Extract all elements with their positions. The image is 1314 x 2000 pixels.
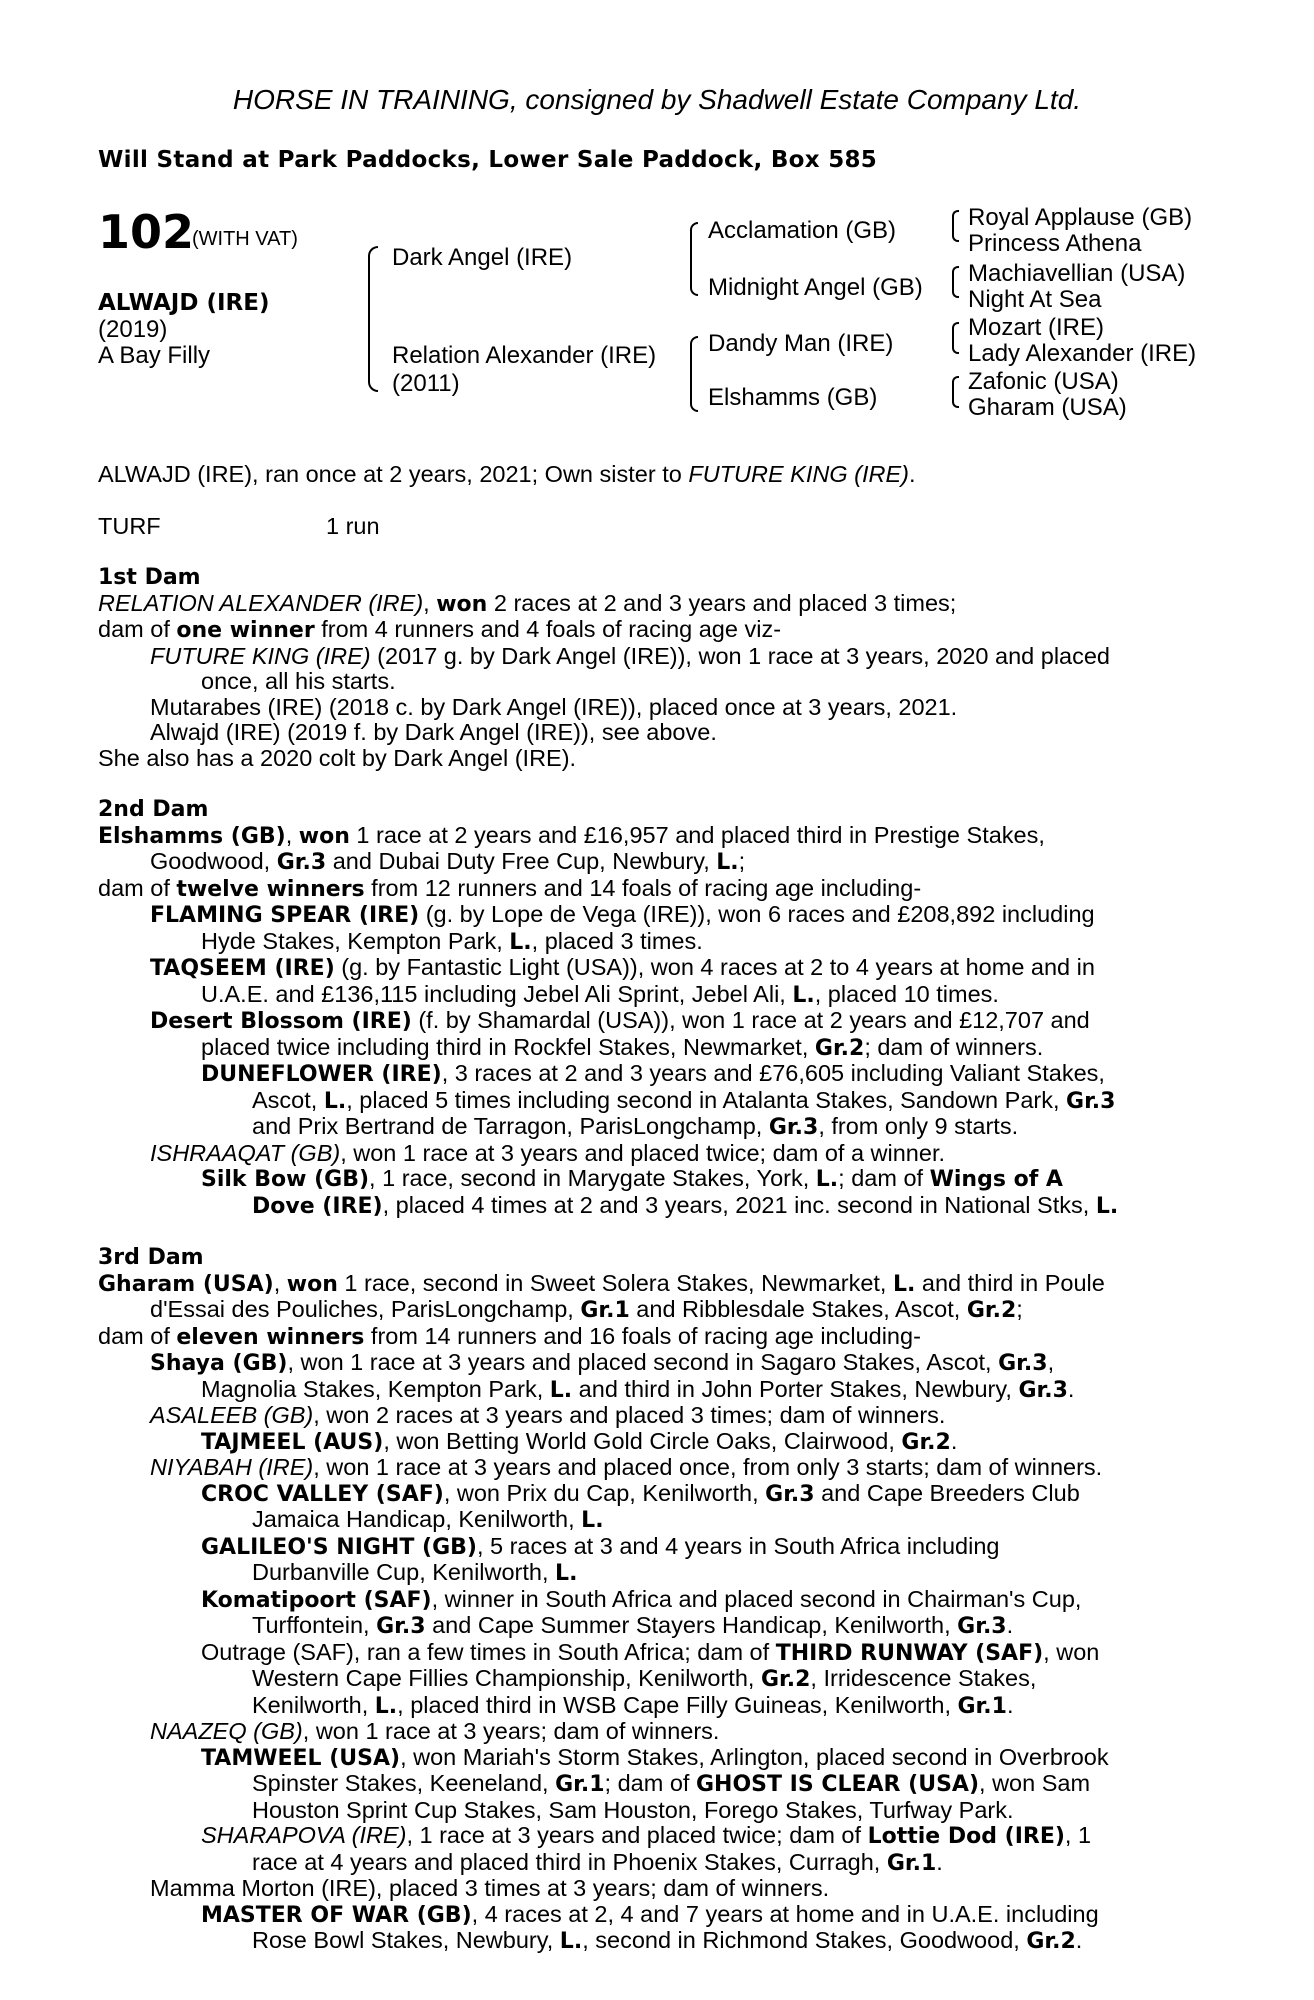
third-dam-line: Magnolia Stakes, Kempton Park, L. and third in John Porter Stakes, Newbury, Gr.3. bbox=[201, 1375, 1075, 1403]
second-dam-line: Silk Bow (GB), 1 race, second in Marygate Stakes, York, L.; dam of Wings of A bbox=[201, 1165, 1063, 1192]
third-dam-line: dam of eleven winners from 14 runners and 16 foals of racing age including- bbox=[98, 1322, 921, 1350]
stand-location: Will Stand at Park Paddocks, Lower Sale Paddock, Box 585 bbox=[98, 147, 878, 173]
third-dam-line: TAMWEEL (USA), won Mariah's Storm Stakes, Arlington, placed second in Overbrook bbox=[201, 1743, 1109, 1771]
lot-number: 102 bbox=[98, 205, 195, 259]
catalogue-body bbox=[98, 462, 1208, 1955]
second-dam-line: Elshamms (GB), won 1 race at 2 years and £16,957 and placed third in Prestige Stakes, bbox=[98, 821, 1045, 849]
second-dam-line: placed twice including third in Rockfel Stakes, Newmarket, Gr.2; dam of winners. bbox=[201, 1033, 1044, 1061]
pedigree-sire-dam: Midnight Angel (GB) bbox=[708, 274, 923, 301]
page-header-title: HORSE IN TRAINING, consigned by Shadwell Estate Company Ltd. bbox=[232, 84, 1082, 115]
third-dam-line: Western Cape Fillies Championship, Kenilworth, Gr.2, Irridescence Stakes, bbox=[252, 1665, 1037, 1692]
horse-description: A Bay Filly bbox=[98, 342, 211, 369]
third-dam-line: Turffontein, Gr.3 and Cape Summer Stayers Handicap, Kenilworth, Gr.3. bbox=[252, 1612, 1014, 1639]
vat-label: (WITH VAT) bbox=[192, 228, 298, 250]
second-dam-line: U.A.E. and £136,115 including Jebel Ali Sprint, Jebel Ali, L., placed 10 times. bbox=[201, 980, 999, 1008]
third-dam-line: Spinster Stakes, Keeneland, Gr.1; dam of GHOST IS CLEAR (USA), won Sam bbox=[252, 1770, 1091, 1797]
first-dam-line: once, all his starts. bbox=[201, 668, 396, 694]
third-dam-line: Mamma Morton (IRE), placed 3 times at 3 years; dam of winners. bbox=[150, 1875, 830, 1901]
third-dam-line: Rose Bowl Stakes, Newbury, L., second in Richmond Stakes, Goodwood, Gr.2. bbox=[252, 1927, 1083, 1954]
third-dam-line: SHARAPOVA (IRE), 1 race at 3 years and placed twice; dam of Lottie Dod (IRE), 1 bbox=[201, 1822, 1092, 1849]
pedigree-sire-sire: Acclamation (GB) bbox=[708, 217, 897, 244]
pedigree-brace-main bbox=[368, 246, 378, 392]
horse-name: ALWAJD (IRE) bbox=[98, 290, 270, 316]
summary-intro: ALWAJD (IRE), ran once at 2 years, 2021; Own sister to FUTURE KING (IRE). bbox=[98, 461, 916, 487]
pedigree-g2: Princess Athena bbox=[968, 230, 1142, 257]
third-dam-title: 3rd Dam bbox=[98, 1245, 204, 1270]
first-dam-line: Alwajd (IRE) (2019 f. by Dark Angel (IRE)), see above. bbox=[150, 719, 717, 745]
pedigree-g7: Zafonic (USA) bbox=[968, 368, 1119, 395]
pedigree-brace-sire bbox=[690, 222, 698, 296]
pedigree-g3: Machiavellian (USA) bbox=[968, 260, 1186, 287]
first-dam-line: Mutarabes (IRE) (2018 c. by Dark Angel (IRE)), placed once at 3 years, 2021. bbox=[150, 693, 958, 720]
first-dam-line: dam of one winner from 4 runners and 4 foals of racing age viz- bbox=[98, 616, 782, 643]
third-dam-line: Kenilworth, L., placed third in WSB Cape Filly Guineas, Kenilworth, Gr.1. bbox=[252, 1691, 1014, 1719]
third-dam-line: NAAZEQ (GB), won 1 race at 3 years; dam of winners. bbox=[150, 1718, 720, 1744]
second-dam-line: Hyde Stakes, Kempton Park, L., placed 3 times. bbox=[201, 927, 703, 955]
pedigree-dam: Relation Alexander (IRE) bbox=[392, 342, 657, 369]
pedigree-sire: Dark Angel (IRE) bbox=[392, 244, 573, 271]
pedigree-brace-g4 bbox=[952, 376, 959, 408]
third-dam-line: Gharam (USA), won 1 race, second in Sweet Solera Stakes, Newmarket, L. and third in Poule bbox=[98, 1269, 1105, 1297]
pedigree-brace-g1 bbox=[952, 210, 959, 242]
second-dam-line: Desert Blossom (IRE) (f. by Shamardal (USA)), won 1 race at 2 years and £12,707 and bbox=[150, 1007, 1090, 1034]
second-dam-line: DUNEFLOWER (IRE), 3 races at 2 and 3 years and £76,605 including Valiant Stakes, bbox=[201, 1060, 1105, 1087]
third-dam-line: GALILEO'S NIGHT (GB), 5 races at 3 and 4 years in South Africa including bbox=[201, 1532, 1000, 1560]
third-dam-line: CROC VALLEY (SAF), won Prix du Cap, Kenilworth, Gr.3 and Cape Breeders Club bbox=[201, 1479, 1080, 1507]
third-dam-line: TAJMEEL (AUS), won Betting World Gold Circle Oaks, Clairwood, Gr.2. bbox=[201, 1427, 958, 1455]
pedigree-g6: Lady Alexander (IRE) bbox=[968, 340, 1197, 367]
third-dam-line: Outrage (SAF), ran a few times in South Africa; dam of THIRD RUNWAY (SAF), won bbox=[201, 1638, 1100, 1666]
second-dam-line: TAQSEEM (IRE) (g. by Fantastic Light (USA)), won 4 races at 2 to 4 years at home and in bbox=[150, 954, 1095, 981]
second-dam-line: Goodwood, Gr.3 and Dubai Duty Free Cup, Newbury, L.; bbox=[150, 848, 746, 875]
third-dam-line: Houston Sprint Cup Stakes, Sam Houston, Forego Stakes, Turfway Park. bbox=[252, 1796, 1014, 1823]
pedigree-dam-year: (2011) bbox=[392, 370, 460, 397]
second-dam-line: Ascot, L., placed 5 times including second in Atalanta Stakes, Sandown Park, Gr.3 bbox=[252, 1086, 1116, 1114]
second-dam-line: and Prix Bertrand de Tarragon, ParisLongchamp, Gr.3, from only 9 starts. bbox=[252, 1113, 1019, 1140]
third-dam-line: d'Essai des Pouliches, ParisLongchamp, Gr.1 and Ribblesdale Stakes, Ascot, Gr.2; bbox=[150, 1296, 1023, 1323]
second-dam-line: Dove (IRE), placed 4 times at 2 and 3 years, 2021 inc. second in National Stks, L. bbox=[252, 1191, 1119, 1219]
third-dam-line: Durbanville Cup, Kenilworth, L. bbox=[252, 1559, 578, 1586]
pedigree-g8: Gharam (USA) bbox=[968, 394, 1127, 421]
pedigree-brace-g2 bbox=[952, 266, 959, 298]
third-dam-line: ASALEEB (GB), won 2 races at 3 years and placed 3 times; dam of winners. bbox=[150, 1402, 946, 1428]
second-dam-line: ISHRAAQAT (GB), won 1 race at 3 years and placed twice; dam of a winner. bbox=[150, 1139, 946, 1166]
pedigree-brace-dam bbox=[690, 336, 698, 412]
horse-year: (2019) bbox=[98, 316, 168, 343]
first-dam-title: 1st Dam bbox=[98, 565, 201, 590]
first-dam-line: She also has a 2020 colt by Dark Angel (IRE). bbox=[98, 744, 577, 771]
third-dam-line: Jamaica Handicap, Kenilworth, L. bbox=[252, 1506, 604, 1533]
pedigree-g4: Night At Sea bbox=[968, 286, 1102, 313]
second-dam-title: 2nd Dam bbox=[98, 797, 209, 822]
pedigree-dam-dam: Elshamms (GB) bbox=[708, 384, 878, 411]
second-dam-line: dam of twelve winners from 12 runners and 14 foals of racing age including- bbox=[98, 874, 922, 902]
pedigree-g5: Mozart (IRE) bbox=[968, 314, 1105, 341]
first-dam-line: RELATION ALEXANDER (IRE), won 2 races at 2 and 3 years and placed 3 times; bbox=[98, 589, 957, 617]
pedigree-dam-sire: Dandy Man (IRE) bbox=[708, 330, 894, 357]
second-dam-line: FLAMING SPEAR (IRE) (g. by Lope de Vega (IRE)), won 6 races and £208,892 including bbox=[150, 901, 1095, 928]
pedigree-brace-g3 bbox=[952, 322, 959, 354]
third-dam-line: MASTER OF WAR (GB), 4 races at 2, 4 and 7 years at home and in U.A.E. including bbox=[201, 1900, 1099, 1928]
first-dam-line: FUTURE KING (IRE) (2017 g. by Dark Angel (IRE)), won 1 race at 3 years, 2020 and placed bbox=[150, 642, 1110, 669]
pedigree-g1: Royal Applause (GB) bbox=[968, 204, 1193, 231]
third-dam-line: NIYABAH (IRE), won 1 race at 3 years and placed once, from only 3 starts; dam of winners. bbox=[150, 1454, 1103, 1480]
third-dam-line: Shaya (GB), won 1 race at 3 years and placed second in Sagaro Stakes, Ascot, Gr.3, bbox=[150, 1349, 1055, 1376]
summary-turf: TURF 1 run bbox=[98, 512, 380, 539]
third-dam-line: Komatipoort (SAF), winner in South Africa and placed second in Chairman's Cup, bbox=[201, 1585, 1082, 1613]
third-dam-line: race at 4 years and placed third in Phoenix Stakes, Curragh, Gr.1. bbox=[252, 1848, 943, 1876]
